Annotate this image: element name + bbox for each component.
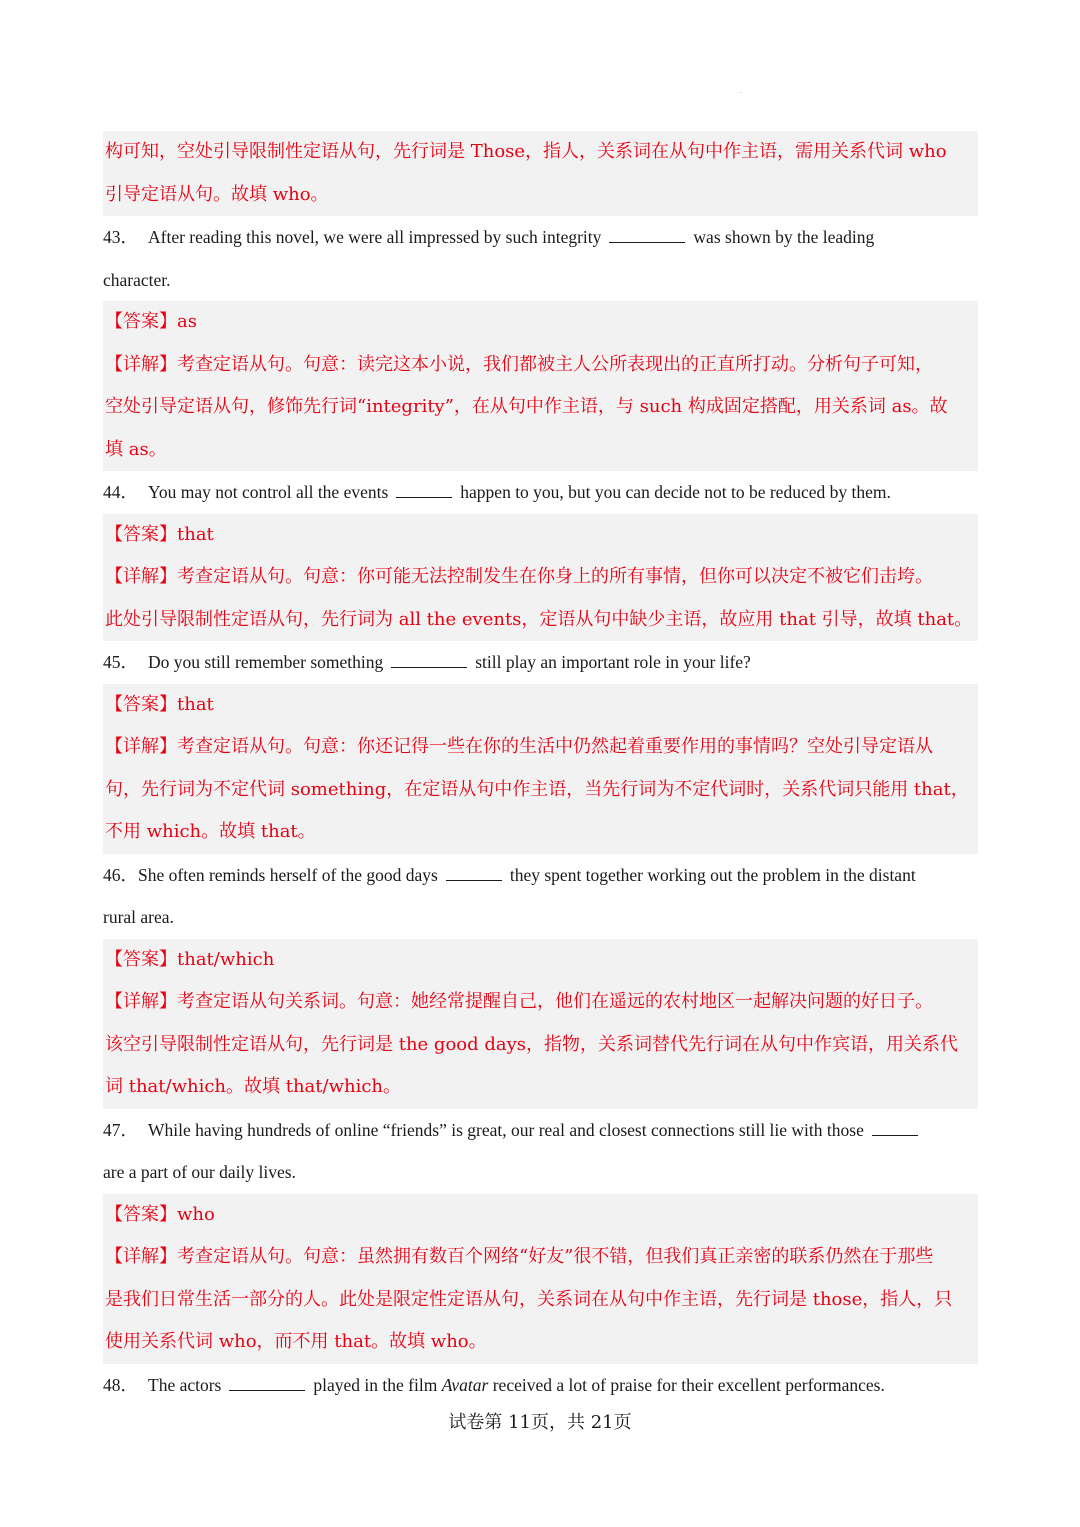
- question-text: was shown by the leading: [693, 227, 875, 247]
- question-43: [103, 216, 978, 301]
- answer-block-43: [103, 301, 978, 471]
- question-text: played in the film: [313, 1374, 438, 1395]
- answer-line: 【答案】that: [105, 693, 214, 715]
- detail-line: 【详解】考查定语从句关系词。句意：她经常提醒自己，他们在遥远的农村地区一起解决问题的好日子。: [105, 991, 933, 1012]
- answer-line: 【答案】who: [105, 1203, 215, 1225]
- answer-block-46: [103, 939, 978, 1109]
- question-text: still play an important role in your life?: [475, 652, 751, 672]
- question-number: 46．: [103, 864, 138, 885]
- film-title: Avatar: [441, 1374, 489, 1395]
- page-mark: [740, 92, 741, 93]
- detail-line: 【详解】考查定语从句。句意：你可能无法控制发生在你身上的所有事情，但你可以决定不被它们击垮。: [105, 566, 933, 587]
- answer-blank: [391, 645, 467, 668]
- detail-line: 【详解】考查定语从句。句意：读完这本小说，我们都被主人公所表现出的正直所打动。分析句子可知，: [105, 353, 933, 375]
- detail-line: 不用 which。故填 that。: [105, 821, 316, 842]
- question-44: [103, 471, 978, 514]
- question-46: [103, 854, 978, 939]
- answer-line: 【答案】that: [105, 523, 214, 545]
- answer-line: 【答案】as: [105, 311, 197, 332]
- detail-line: 是我们日常生活一部分的人。此处是限定性定语从句，关系词在从句中作主语，先行词是 those，指人，只: [105, 1288, 953, 1310]
- question-number: 47．: [103, 1119, 138, 1140]
- question-48: [103, 1364, 978, 1407]
- detail-line: 词 that/which。故填 that/which。: [105, 1076, 402, 1097]
- detail-line: 使用关系代词 who，而不用 that。故填 who。: [105, 1331, 487, 1352]
- detail-line: 【详解】考查定语从句。句意：你还记得一些在你的生活中仍然起着重要作用的事情吗？空处引导定语从: [105, 736, 933, 757]
- detail-line: 句，先行词为不定代词 something，在定语从句中作主语，当先行词为不定代词时，关系代词只能用 that，: [105, 778, 969, 800]
- detail-line: 空处引导定语从句，修饰先行词“integrity”，在从句中作主语，与 such 构成固定搭配，用关系词 as。故: [105, 396, 948, 417]
- answer-block-47: [103, 1194, 978, 1364]
- question-text: She often reminds herself of the good days: [138, 864, 438, 885]
- question-number: 45．: [103, 652, 138, 672]
- question-text: happen to you, but you can decide not to be reduced by them.: [460, 482, 891, 502]
- question-number: 48．: [103, 1374, 138, 1395]
- question-text: Do you still remember something: [148, 652, 384, 672]
- question-text: are a part of our daily lives.: [103, 1162, 296, 1182]
- question-text: received a lot of praise for their excellent performances.: [492, 1374, 885, 1395]
- question-text: The actors: [148, 1374, 222, 1395]
- answer-blank: [396, 475, 452, 498]
- answer-block-44: [103, 514, 978, 642]
- answer-blank: [446, 858, 502, 881]
- page-footer: 试卷第 11页，共 21页: [448, 1412, 632, 1433]
- answer-line: 【答案】that/which: [105, 948, 275, 970]
- answer-block-45: [103, 684, 978, 854]
- detail-line: 引导定语从句。故填 who。: [105, 183, 329, 205]
- detail-line: 构可知，空处引导限制性定语从句，先行词是 Those，指人，关系词在从句中作主语，需用关系代词 who: [105, 141, 947, 162]
- question-text: character.: [103, 269, 171, 290]
- detail-line: 【详解】考查定语从句。句意：虽然拥有数百个网络“好友”很不错，但我们真正亲密的联系仍然在于那些: [105, 1246, 934, 1267]
- detail-line: 此处引导限制性定语从句，先行词为 all the events，定语从句中缺少主语，故应用 that 引导，故填 that。: [105, 608, 973, 630]
- question-47: [103, 1109, 978, 1194]
- question-text: After reading this novel, we were all impressed by such integrity: [148, 227, 602, 247]
- question-45: [103, 641, 978, 684]
- question-number: 43．: [103, 227, 138, 247]
- question-text: While having hundreds of online “friends” is great, our real and closest connections still lie with those: [148, 1119, 864, 1140]
- answer-blank: [229, 1368, 305, 1391]
- answer-block-42-continued: [103, 131, 978, 216]
- answer-blank: [609, 220, 685, 243]
- detail-line: 填 as。: [105, 438, 167, 460]
- question-number: 44．: [103, 482, 138, 502]
- answer-blank: [872, 1113, 918, 1136]
- document-body: [103, 131, 978, 1406]
- question-text: rural area.: [103, 907, 174, 927]
- question-text: they spent together working out the problem in the distant: [509, 864, 916, 885]
- detail-line: 该空引导限制性定语从句，先行词是 the good days，指物，关系词替代先行词在从句中作宾语，用关系代: [105, 1033, 959, 1055]
- question-text: You may not control all the events: [148, 482, 389, 502]
